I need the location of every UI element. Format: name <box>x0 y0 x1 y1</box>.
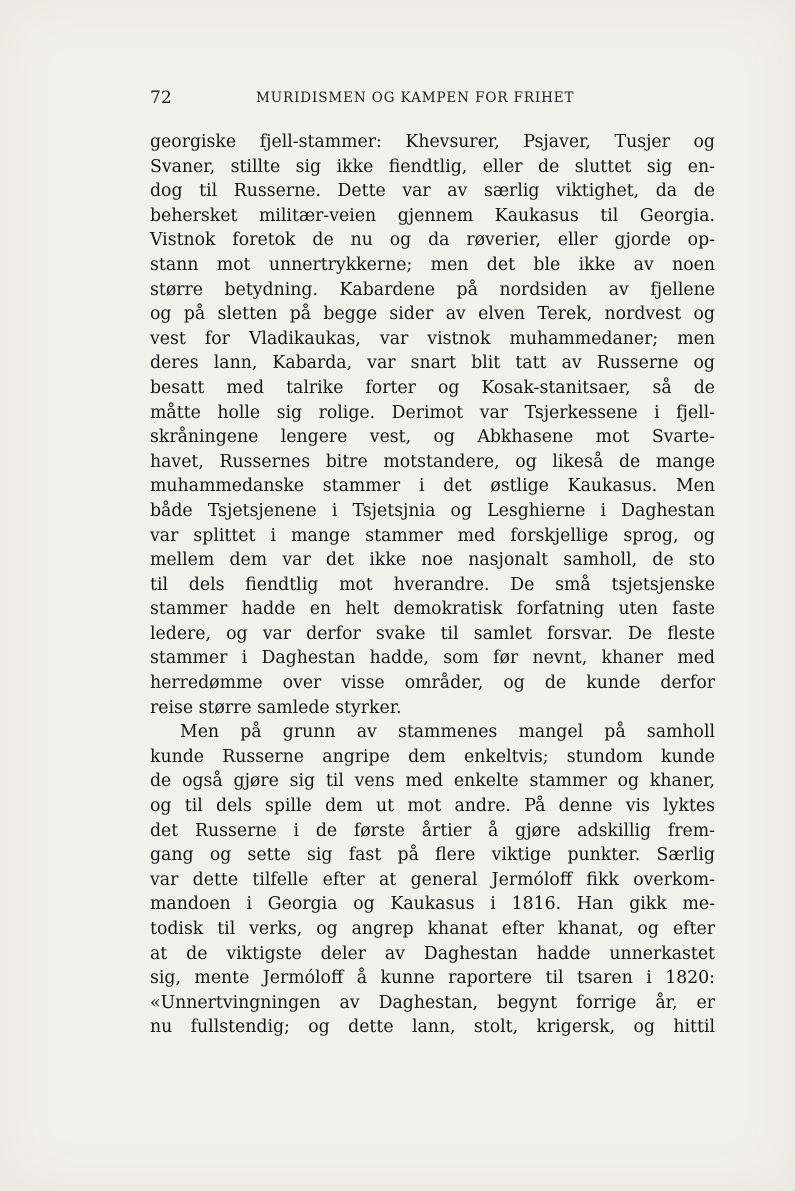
text-line: var dette tilfelle efter at general Jermóloff fikk overkom- <box>150 869 715 890</box>
text-line: det Russerne i de første årtier å gjøre adskillig frem- <box>150 820 715 841</box>
text-line: herredømme over visse områder, og de kunde derfor <box>150 673 715 694</box>
page-header <box>150 88 715 112</box>
text-line: gang og sette sig fast på flere viktige punkter. Særlig <box>150 845 715 866</box>
text-line: de også gjøre sig til vens med enkelte stammer og khaner, <box>150 771 715 792</box>
text-line: sig, mente Jermóloff å kunne raportere til tsaren i 1820: <box>150 968 715 989</box>
text-line: georgiske fjell-stammer: Khevsurer, Psjaver, Tusjer og <box>150 132 715 152</box>
text-line: todisk til verks, og angrep khanat efter khanat, og efter <box>150 919 715 939</box>
text-line: nu fullstendig; og dette lann, stolt, krigersk, og hittil <box>150 1017 715 1038</box>
text-line: og til dels spille dem ut mot andre. På denne vis lyktes <box>150 796 715 817</box>
text-line: havet, Russernes bitre motstandere, og likeså de mange <box>150 451 715 472</box>
text-line: ledere, og var derfor svake til samlet forsvar. De fleste <box>150 623 715 644</box>
text-line: stammer i Daghestan hadde, som før nevnt, khaner med <box>150 648 715 669</box>
text-line: til dels fiendtlig mot hverandre. De små tsjetsjenske <box>150 574 715 595</box>
text-line: deres lann, Kabarda, var snart blit tatt av Russerne og <box>150 353 715 374</box>
text-line: skråningene lengere vest, og Abkhasene mot Svarte- <box>150 427 715 448</box>
paragraph <box>150 130 715 720</box>
text-line: kunde Russerne angripe dem enkeltvis; stundom kunde <box>150 746 715 767</box>
text-line: Men på grunn av stammenes mangel på samholl <box>180 722 715 743</box>
text-line: stammer hadde en helt demokratisk forfatning uten faste <box>150 599 715 620</box>
text-line: større betydning. Kabardene på nordsiden av fjellene <box>150 279 715 300</box>
text-line: besatt med talrike forter og Kosak-stanitsaer, så de <box>150 377 715 398</box>
running-title: MURIDISMEN OG KAMPEN FOR FRIHET <box>256 90 575 106</box>
text-line: mandoen i Georgia og Kaukasus i 1816. Han gikk me- <box>150 894 715 915</box>
page-number: 72 <box>150 88 172 108</box>
text-line: både Tsjetsjenene i Tsjetsjnia og Lesghierne i Daghestan <box>150 500 715 521</box>
text-line: mellem dem var det ikke noe nasjonalt samholl, de sto <box>150 550 715 571</box>
text-line: måtte holle sig rolige. Derimot var Tsjerkessene i fjell- <box>150 402 715 423</box>
paragraph <box>150 720 715 1040</box>
text-line: vest for Vladikaukas, var vistnok muhammedaner; men <box>150 328 715 349</box>
text-line: og på sletten på begge sider av elven Terek, nordvest og <box>150 304 715 325</box>
text-line: «Unnertvingningen av Daghestan, begynt forrige år, er <box>150 992 715 1013</box>
text-line: var splittet i mange stammer med forskjellige sprog, og <box>150 525 715 546</box>
text-line: Vistnok foretok de nu og da røverier, eller gjorde op- <box>150 230 715 251</box>
text-line: muhammedanske stammer i det østlige Kaukasus. Men <box>150 476 715 497</box>
text-line: stann mot unnertrykkerne; men det ble ikke av noen <box>150 254 715 275</box>
text-line: behersket militær-veien gjennem Kaukasus til Georgia. <box>150 205 715 226</box>
text-line: reise større samlede styrker. <box>150 697 402 718</box>
text-line: Svaner, stillte sig ikke fiendtlig, eller de sluttet sig en- <box>150 156 715 177</box>
text-line: dog til Russerne. Dette var av særlig viktighet, da de <box>150 181 715 202</box>
text-line: at de viktigste deler av Daghestan hadde unnerkastet <box>150 943 715 964</box>
body-text <box>150 130 715 1040</box>
